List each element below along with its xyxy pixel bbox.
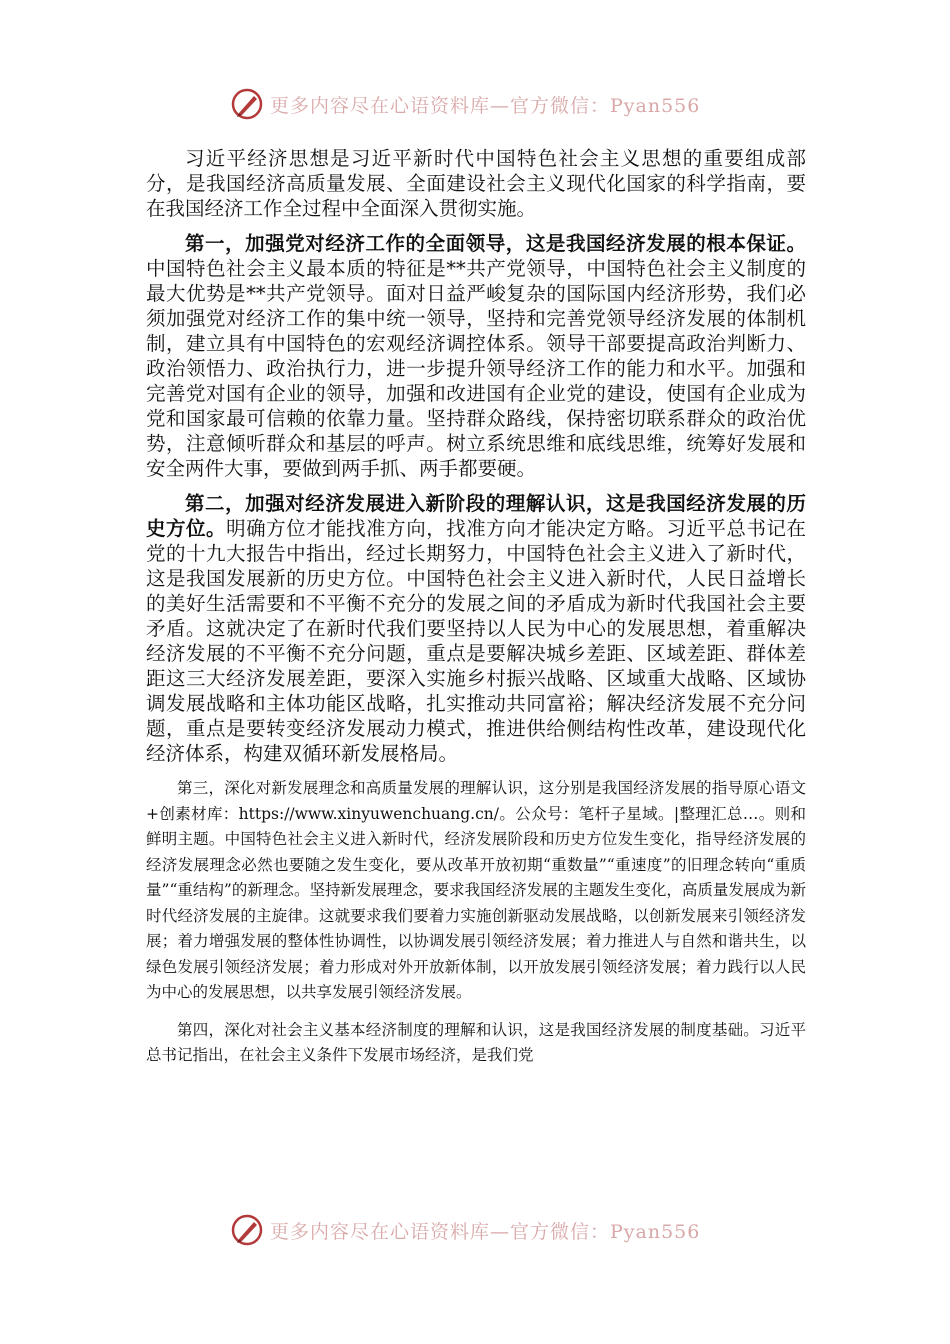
watermark-header bbox=[230, 86, 700, 122]
paragraph-second bbox=[146, 491, 806, 766]
paragraph-third bbox=[146, 776, 806, 1006]
paragraph-intro bbox=[146, 146, 806, 221]
pen-logo-icon bbox=[230, 87, 264, 121]
paragraph-body: 习近平经济思想是习近平新时代中国特色社会主义思想的重要组成部分，是我国经济高质量发展、全面建设社会主义现代化国家的科学指南，要在我国经济工作全过程中全面深入贯彻实施。 bbox=[146, 147, 806, 220]
watermark-footer bbox=[230, 1212, 700, 1248]
paragraph-body: 第四，深化对社会主义基本经济制度的理解和认识，这是我国经济发展的制度基础。习近平总书记指出，在社会主义条件下发展市场经济，是我们党 bbox=[146, 1020, 806, 1064]
paragraph-lead: 第一，加强党对经济工作的全面领导，这是我国经济发展的根本保证。 bbox=[185, 232, 806, 255]
paragraph-body: 明确方位才能找准方向，找准方向才能决定方略。习近平总书记在党的十九大报告中指出，经过长期努力，中国特色社会主义进入了新时代，这是我国发展新的历史方位。中国特色社会主义进入新时代，人民日益增长的美好生活需要和不平衡不充分的发展之间的矛盾成为新时代我国社会主要矛盾。这就决定了在新时代我们要坚持以人民为中心的发展思想，着重解决经济发展的不平衡不充分问题，重点是要解决城乡差距、区域差距、群体差距这三大经济发展差距，要深入实施乡村振兴战略、区域重大战略、区域协调发展战略和主体功能区战略，扎实推动共同富裕；解决经济发展不充分问题，重点是要转变经济发展动力模式，推进供给侧结构性改革，建设现代化经济体系，构建双循环新发展格局。 bbox=[146, 517, 806, 765]
paragraph-body: 中国特色社会主义最本质的特征是**共产党领导，中国特色社会主义制度的最大优势是**共产党领导。面对日益严峻复杂的国际国内经济形势，我们必须加强党对经济工作的集中统一领导，坚持和完善党领导经济发展的体制机制，建立具有中国特色的宏观经济调控体系。领导干部要提高政治判断力、政治领悟力、政治执行力，进一步提升领导经济工作的能力和水平。加强和完善党对国有企业的领导，加强和改进国有企业党的建设，使国有企业成为党和国家最可信赖的依靠力量。坚持群众路线，保持密切联系群众的政治优势，注意倾听群众和基层的呼声。树立系统思维和底线思维，统筹好发展和安全两件大事，要做到两手抓、两手都要硬。 bbox=[146, 257, 806, 480]
pen-logo-icon bbox=[230, 1213, 264, 1247]
watermark-text: 更多内容尽在心语资料库—官方微信：Pyan556 bbox=[270, 1220, 701, 1243]
paragraph-fourth bbox=[146, 1018, 806, 1069]
watermark-text: 更多内容尽在心语资料库—官方微信：Pyan556 bbox=[270, 94, 701, 117]
paragraph-first bbox=[146, 231, 806, 481]
paragraph-lead: 第二，加强对经济发展进入新阶段的理解认识，这是我国经济发展的历史方位。 bbox=[146, 492, 806, 540]
paragraph-body: 第三，深化对新发展理念和高质量发展的理解认识，这分别是我国经济发展的指导原心语文+创素材库：https://www.xinyuwenchuang.cn/。公众号：笔杆子星域。|整理汇总…。则和鲜明主题。中国特色社会主义进入新时代，经济发展阶段和历史方位发生变化，指导经济发展的经济发展理念必然也要随之发生变化，要从改革开放初期“重数量”“重速度”的旧理念转向“重质量”“重结构”的新理念。坚持新发展理念，要求我国经济发展的主题发生变化，高质量发展成为新时代经济发展的主旋律。这就要求我们要着力实施创新驱动发展战略，以创新发展来引领经济发展；着力增强发展的整体性协调性，以协调发展引领经济发展；着力推进人与自然和谐共生，以绿色发展引领经济发展；着力形成对外开放新体制，以开放发展引领经济发展；着力践行以人民为中心的发展思想，以共享发展引领经济发展。 bbox=[146, 779, 806, 1001]
document-body bbox=[146, 146, 806, 1081]
